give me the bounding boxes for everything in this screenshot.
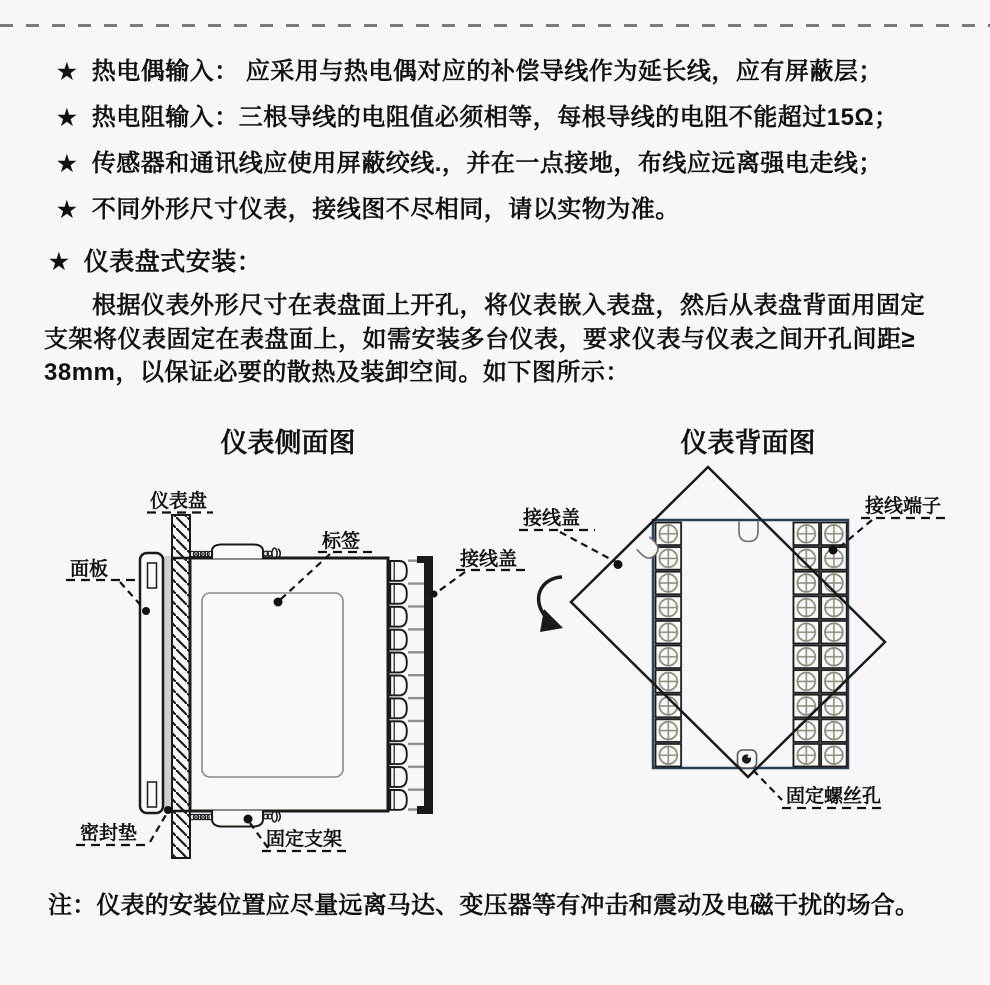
svg-text:仪表盘: 仪表盘 <box>150 491 208 512</box>
leader-line <box>150 813 167 842</box>
label-panel-board <box>147 489 213 513</box>
leader-dot <box>164 806 172 814</box>
paragraph-line: 38mm，以保证必要的散热及装卸空间。如下图所示： <box>44 359 630 386</box>
leader-dot <box>431 591 438 598</box>
side-view-diagram <box>66 428 528 858</box>
list-item <box>57 57 960 87</box>
screw-thread <box>190 551 213 556</box>
paragraph-line: 支架将仪表固定在表盘面上，如需安装多台仪表，要求仪表与仪表之间开孔间距≥ <box>44 325 916 353</box>
install-paragraph <box>44 289 964 390</box>
star-bullet-icon: ★ <box>57 105 77 130</box>
svg-text:接线盖: 接线盖 <box>460 549 518 570</box>
bullet-text: 热电偶输入： 应采用与热电偶对应的补偿导线作为延长线，应有屏蔽层； <box>91 58 883 85</box>
fixing-bracket-bottom <box>190 811 280 827</box>
svg-text:接线端子: 接线端子 <box>865 496 942 517</box>
star-bullet-icon: ★ <box>57 197 77 222</box>
rotation-arrow-icon <box>539 577 563 632</box>
bullet-text: 热电阻输入：三根导线的电阻值必须相等，每根导线的电阻不能超过15Ω； <box>91 104 899 131</box>
leader-dot <box>244 815 253 824</box>
page-break-dashed-rule <box>0 24 990 27</box>
paragraph-line: 根据仪表外形尺寸在表盘面上开孔，将仪表嵌入表盘，然后从表盘背面用固定 <box>92 292 925 319</box>
cover-ribs <box>408 560 425 812</box>
list-item <box>57 149 960 179</box>
front-panel-bezel <box>140 553 163 813</box>
svg-text:密封垫: 密封垫 <box>80 823 138 844</box>
cover-foot <box>417 556 425 563</box>
list-item <box>57 195 960 225</box>
star-bullet-icon: ★ <box>57 151 77 176</box>
leader-line <box>560 532 616 562</box>
cover-foot <box>417 806 425 814</box>
leader-dot <box>614 560 623 569</box>
list-item <box>57 103 960 133</box>
label-terminal-cover-side <box>431 547 529 598</box>
frame-notch <box>739 522 758 542</box>
terminal-grid-left <box>655 522 683 768</box>
svg-text:面板: 面板 <box>70 559 109 580</box>
star-bullet-icon: ★ <box>57 59 77 84</box>
back-view-diagram <box>519 428 947 808</box>
leader-dot <box>829 546 838 555</box>
leader-dot <box>274 598 283 607</box>
svg-text:固定支架: 固定支架 <box>266 829 343 850</box>
svg-text:固定螺丝孔: 固定螺丝孔 <box>786 786 882 807</box>
label-screw-hole <box>753 770 884 808</box>
star-bullet-icon: ★ <box>49 249 69 274</box>
svg-text:接线盖: 接线盖 <box>523 508 581 529</box>
panel-wall-hatch <box>172 515 190 858</box>
back-view-title: 仪表背面图 <box>680 428 816 458</box>
installation-diagrams <box>0 418 990 880</box>
safety-notes-list <box>57 57 960 225</box>
footer-note: 注：仪表的安装位置应尽量远离马达、变压器等有冲击和震动及电磁干扰的场合。 <box>48 892 920 919</box>
leader-dot <box>142 607 150 615</box>
leader-line <box>753 770 782 800</box>
terminal-strip <box>389 560 408 812</box>
screw-head <box>264 811 281 822</box>
instrument-body <box>190 558 388 811</box>
label-front-panel <box>66 557 150 615</box>
svg-text:标签: 标签 <box>322 531 361 552</box>
screw-hole <box>738 750 757 768</box>
bullet-text: 不同外形尺寸仪表，接线图不尽相同，请以实物为准。 <box>91 196 680 223</box>
section-title: 仪表盘式安装： <box>83 248 263 276</box>
section-heading-panel-mount <box>49 247 262 277</box>
label-terminal-cover-back <box>519 506 623 569</box>
gasket-strip <box>163 556 172 812</box>
side-view-title: 仪表侧面图 <box>220 428 356 458</box>
leader-line <box>436 572 465 593</box>
screw-thread <box>190 814 213 819</box>
bullet-text: 传感器和通讯线应使用屏蔽绞线.，并在一点接地，布线应远离强电走线； <box>91 150 883 177</box>
